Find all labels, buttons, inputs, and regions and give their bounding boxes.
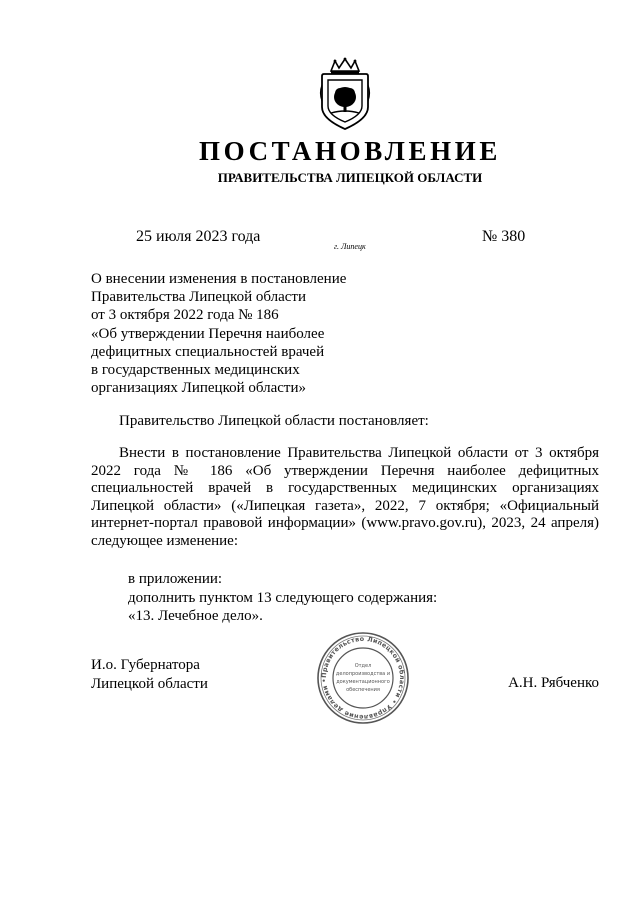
seal-inner-line: делопроизводства и xyxy=(335,671,391,677)
resolution-paragraph xyxy=(91,445,599,551)
seal-outer-text: Правительство Липецкой области • Управление делами • xyxy=(319,634,407,722)
subject-line: О внесении изменения в постановление xyxy=(91,271,347,287)
seal-inner-line: Отдел xyxy=(354,663,372,669)
change-line: в приложении: xyxy=(128,571,223,587)
paragraph-line: специальностей врачей в государственных медицинских организациях xyxy=(91,480,599,497)
document-subject xyxy=(91,270,391,397)
paragraph-line: Липецкой области» («Липецкая газета», 2022, 7 октября; «Официальный xyxy=(91,497,599,514)
document-subtitle: ПРАВИТЕЛЬСТВА ЛИПЕЦКОЙ ОБЛАСТИ xyxy=(217,170,483,185)
change-line: «13. Лечебное дело». xyxy=(128,608,263,624)
change-block xyxy=(128,570,437,626)
signer-name: А.Н. Рябченко xyxy=(508,675,599,691)
signer-position xyxy=(91,656,208,693)
paragraph-line: Внести в постановление Правительства Липецкой области от 3 октября xyxy=(119,445,599,461)
document-number: № 380 xyxy=(482,228,526,245)
coat-of-arms-icon xyxy=(318,57,372,131)
signer-position-line: И.о. Губернатора xyxy=(91,657,200,673)
paragraph-line: интернет-портал правовой информации» (www.pravo.gov.ru), 2023, 24 апреля) xyxy=(91,515,599,532)
subject-line: «Об утверждении Перечня наиболее xyxy=(91,325,325,342)
subject-line: дефицитных специальностей врачей xyxy=(91,343,325,360)
subject-line: Правительства Липецкой области xyxy=(91,289,307,306)
preamble: Правительство Липецкой области постановляет: xyxy=(119,413,429,429)
subject-line: от 3 октября 2022 года № 186 xyxy=(91,307,279,324)
document-date: 25 июля 2023 года xyxy=(136,228,261,245)
paragraph-line: 2022 года № 186 «Об утверждении Перечня наиболее дефицитных xyxy=(91,462,599,479)
subject-line: в государственных медицинских xyxy=(91,362,300,379)
document-place: г. Липецк xyxy=(334,242,366,251)
office-seal-stamp xyxy=(315,630,411,726)
document-title: ПОСТАНОВЛЕНИЕ xyxy=(199,136,501,166)
paragraph-line: следующее изменение: xyxy=(91,532,239,549)
change-line: дополнить пунктом 13 следующего содержания: xyxy=(128,589,438,606)
signer-position-line: Липецкой области xyxy=(91,675,208,692)
seal-inner-line: документационного xyxy=(336,679,390,685)
seal-inner-line: обеспечения xyxy=(346,687,380,693)
subject-line: организациях Липецкой области» xyxy=(91,380,307,397)
